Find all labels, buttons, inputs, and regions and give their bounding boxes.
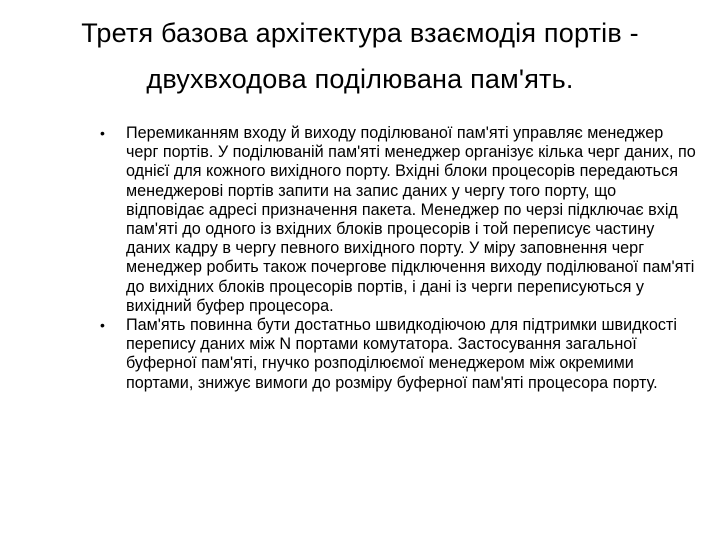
slide-title-line-2: двухвходова поділювана пам'ять. [146, 64, 574, 94]
bullet-dot-icon: • [100, 125, 105, 141]
slide-title [70, 10, 650, 102]
bullet-item-1 [98, 124, 698, 316]
bullet-dot-icon: • [100, 317, 105, 334]
bullet-list [98, 124, 698, 393]
bullet-text-2: Пам'ять повинна бути достатньо швидкодіючою для підтримки швидкості перепису даних між N портами комутатора. Застосування загальної буферної пам'яті, гнучко розподілюємої менеджером між окремими портами, знижує вимоги до розміру буферної пам'яті процесора порту. [126, 316, 677, 392]
slide-title-line-1: Третя базова архітектура взаємодія портів - [81, 18, 639, 48]
bullet-item-2 [98, 316, 698, 393]
bullet-text-1: Перемиканням входу й виходу поділюваної пам'яті управляє менеджер черг портів. У поділюваній пам'яті менеджер організує кілька черг даних, по однієї для кожного вихідного порту. Вхідні блоки процесорів передаються менеджерові портів запити на запис даних у чергу того порту, що відповідає адресі призначення пакета. Менеджер по черзі підключає вхід пам'яті до одного із вхідних блоків процесорів і той переписує частину даних кадру в чергу певного вихідного порту. У міру заповнення черг менеджер робить також почергове підключення виходу поділюваної пам'яті до вихідних блоків процесорів портів, і дані із черги переписуються у вихідний буфер процесора. [126, 124, 696, 315]
